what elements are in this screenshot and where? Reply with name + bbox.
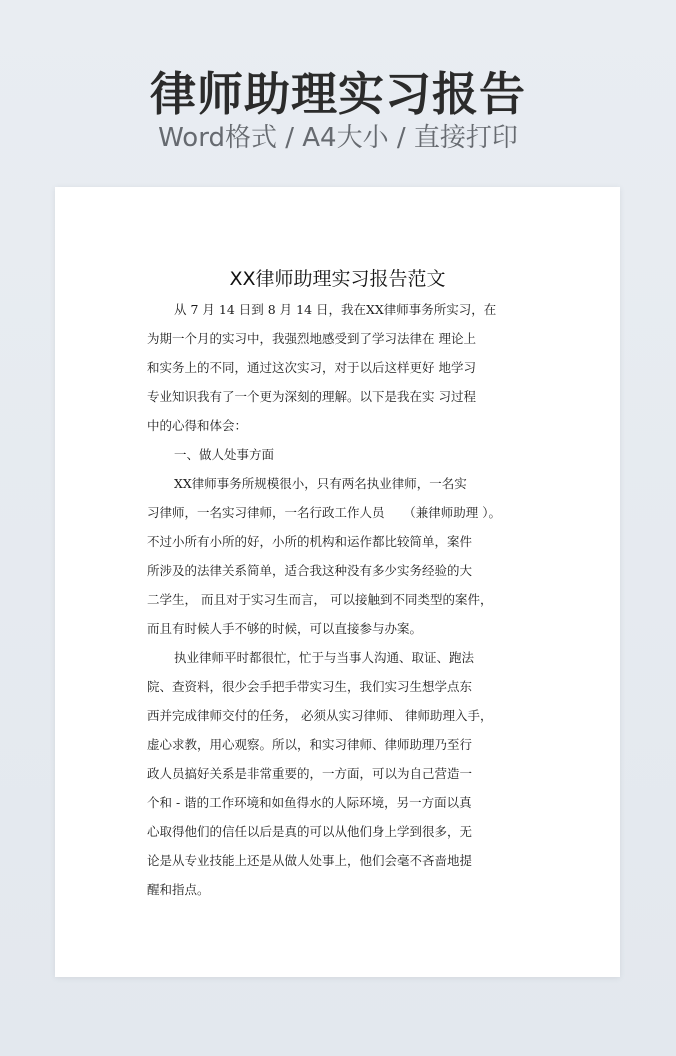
document-title: XX律师助理实习报告范文 xyxy=(229,268,446,290)
paragraph-line: 所涉及的法律关系简单，适合我这种没有多少实务经验的大 xyxy=(147,563,473,578)
banner-subtitle: Word格式 / A4大小 / 直接打印 xyxy=(158,123,518,153)
paragraph-line: 虚心求教，用心观察。所以，和实习律师、律师助理乃至行 xyxy=(147,737,473,752)
paragraph-line: 政人员搞好关系是非常重要的，一方面，可以为自己营造一 xyxy=(147,766,473,781)
paragraph-line: 和实务上的不同，通过这次实习，对于以后这样更好 地学习 xyxy=(147,360,476,375)
paragraph-line: 习律师，一名实习律师，一名行政工作人员 （兼律师助理 ）。 xyxy=(147,505,501,520)
paragraph-line: 为期一个月的实习中，我强烈地感受到了学习法律在 理论上 xyxy=(147,331,476,346)
paragraph-line: 执业律师平时都很忙，忙于与当事人沟通、取证、跑法 xyxy=(174,650,475,665)
paragraph-line: 而且有时候人手不够的时候，可以直接参与办案。 xyxy=(147,621,423,636)
paragraph-line: 不过小所有小所的好，小所的机构和运作都比较简单，案件 xyxy=(147,534,473,549)
paragraph-line: 个和 - 谐的工作环境和如鱼得水的人际环境，另一方面以真 xyxy=(147,795,472,810)
paragraph-line: 院、查资料，很少会手把手带实习生，我们实习生想学点东 xyxy=(147,679,473,694)
paragraph-line: 心取得他们的信任以后是真的可以从他们身上学到很多，无 xyxy=(147,824,473,839)
paragraph-line: 从 7 月 14 日到 8 月 14 日，我在XX律师事务所实习，在 xyxy=(174,302,497,317)
paragraph-line: 西并完成律师交付的任务， 必须从实习律师、 律师助理入手， xyxy=(147,708,493,723)
paragraph-line: 专业知识我有了一个更为深刻的理解。以下是我在实 习过程 xyxy=(147,389,476,404)
paragraph-line: XX律师事务所规模很小，只有两名执业律师，一名实 xyxy=(174,476,467,491)
document-page xyxy=(55,187,620,977)
paragraph-line: 中的心得和体会： xyxy=(147,418,248,433)
section-heading: 一、做人处事方面 xyxy=(174,447,275,462)
banner-title: 律师助理实习报告 xyxy=(150,67,526,121)
paragraph-line: 醒和指点。 xyxy=(147,882,210,897)
paragraph-line: 论是从专业技能上还是从做人处事上，他们会毫不吝啬地提 xyxy=(147,853,473,868)
paragraph-line: 二学生， 而且对于实习生而言， 可以接触到不同类型的案件， xyxy=(147,592,493,607)
document-body xyxy=(147,295,547,904)
